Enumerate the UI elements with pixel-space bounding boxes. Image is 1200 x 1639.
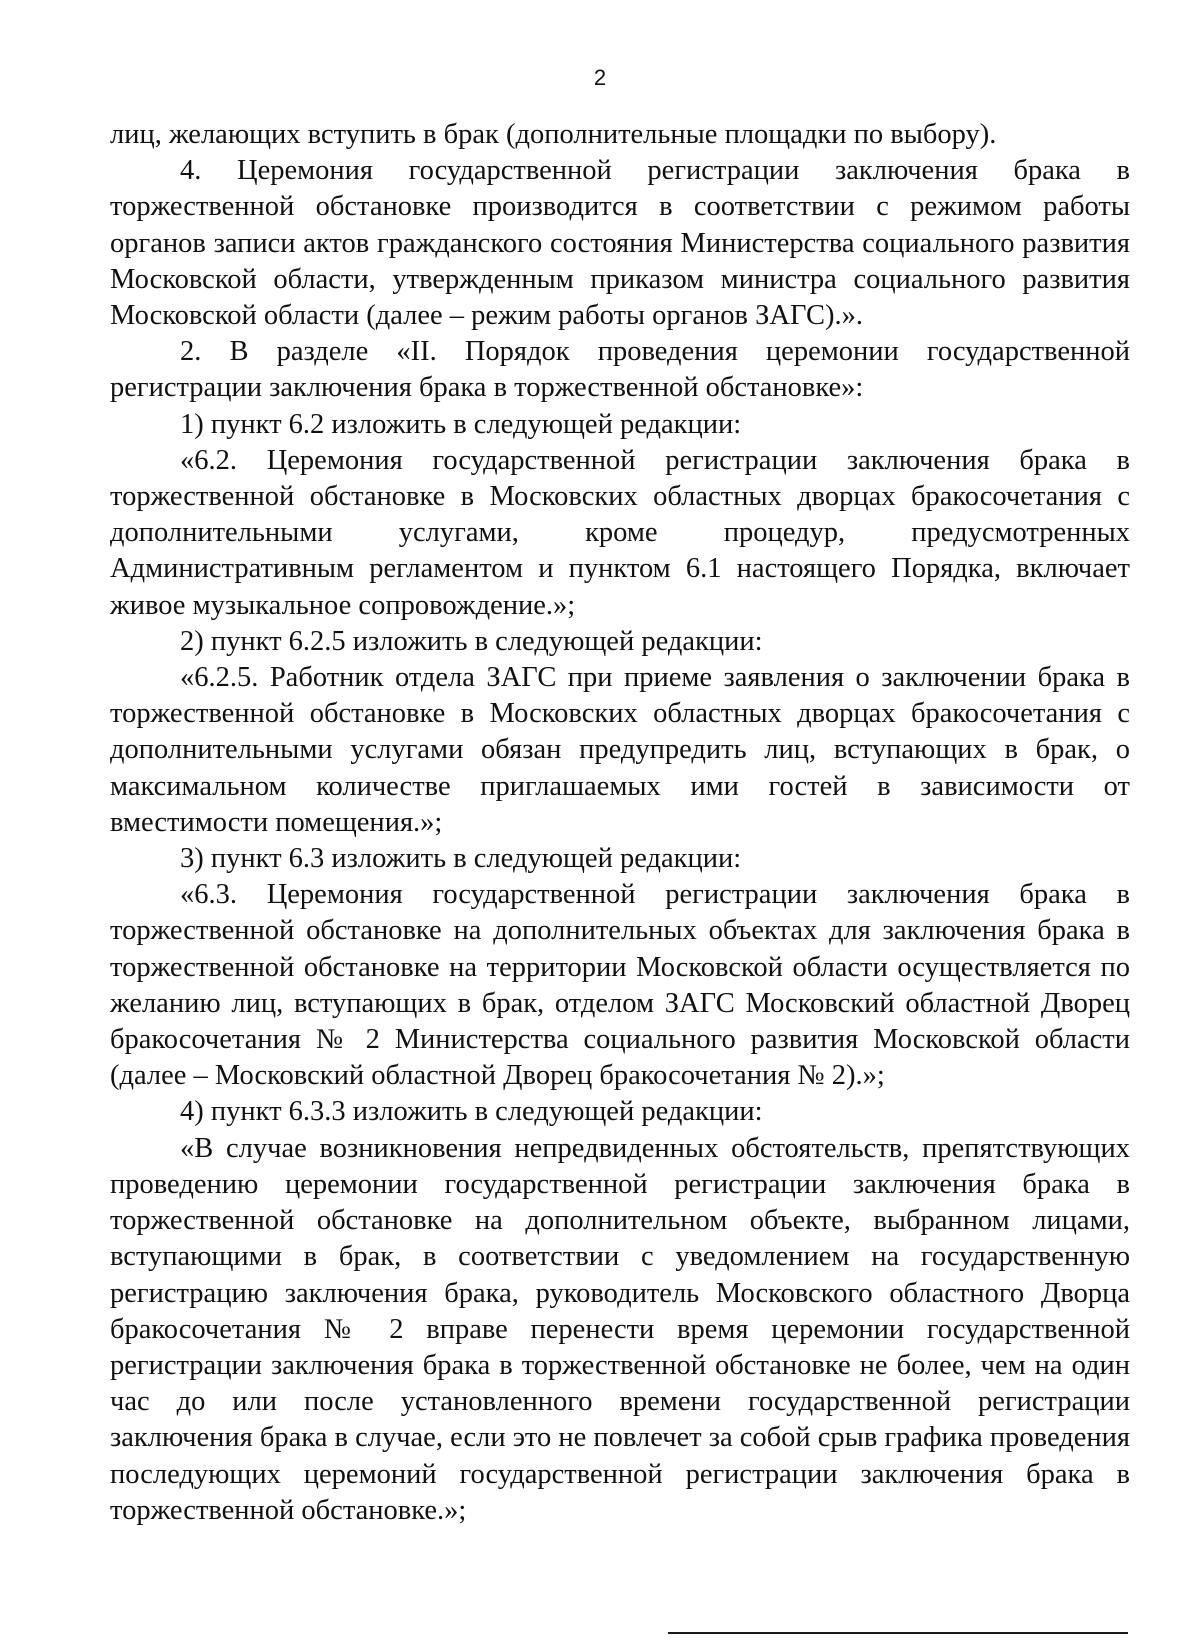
page-number: 2 — [593, 65, 607, 90]
paragraph-11: «В случае возникновения непредвиденных обстоятельств, препятствующих проведению церемонии государственной регистрации заключения брака в торжественной обстановке на дополнительном объекте, выбранном лицами, вступающими в брак, в соответствии с уведомлением на государственную регистрацию заключения брака, руководитель Московского областного Дворца бракосочетания № 2 вправе перенести время церемонии государственной регистрации заключения брака в торжественной обстановке не более, чем на один час до или после установленного времени государственной регистрации заключения брака в случае, если это не повлечет за собой срыв графика проведения последующих церемоний государственной регистрации заключения брака в торжественной обстановке.»; — [110, 1132, 1130, 1526]
paragraph-4: 1) пункт 6.2 изложить в следующей редакции: — [180, 408, 742, 440]
paragraph-1: лиц, желающих вступить в брак (дополнительные площадки по выбору). — [110, 119, 997, 150]
paragraph-7: «6.2.5. Работник отдела ЗАГС при приеме заявления о заключении брака в торжественной обстановке в Московских областных дворцах бракосочетания с дополнительными услугами обязан предупредить лиц, вступающих в брак, о максимальном количестве приглашаемых ими гостей в зависимости от вместимости помещения.»; — [110, 662, 1130, 838]
paragraph-3: 2. В разделе «II. Порядок проведения церемонии государственной регистрации заключения брака в торжественной обстановке»: — [110, 336, 1130, 404]
paragraph-6: 2) пункт 6.2.5 изложить в следующей редакции: — [180, 625, 763, 657]
document-body — [110, 117, 1130, 1529]
paragraph-10: 4) пункт 6.3.3 изложить в следующей редакции: — [180, 1096, 763, 1128]
paragraph-2: 4. Церемония государственной регистрации заключения брака в торжественной обстановке производится в соответствии с режимом работы органов записи актов гражданского состояния Министерства социального развития Московской области, утвержденным приказом министра социального развития Московской области (далее – режим работы органов ЗАГС).». — [110, 155, 1130, 332]
paragraph-5: «6.2. Церемония государственной регистрации заключения брака в торжественной обстановке в Московских областных дворцах бракосочетания с дополнительными услугами, кроме процедур, предусмотренных Административным регламентом и пунктом 6.1 настоящего Порядка, включает живое музыкальное сопровождение.»; — [110, 444, 1130, 621]
paragraph-9: «6.3. Церемония государственной регистрации заключения брака в торжественной обстановке на дополнительных объектах для заключения брака в торжественной обстановке на территории Московской области осуществляется по желанию лиц, вступающих в брак, отделом ЗАГС Московский областной Дворец бракосочетания № 2 Министерства социального развития Московской области (далее – Московский областной Дворец бракосочетания № 2).»; — [110, 879, 1130, 1092]
paragraph-8: 3) пункт 6.3 изложить в следующей редакции: — [180, 843, 742, 875]
bottom-rule — [668, 1632, 1128, 1634]
